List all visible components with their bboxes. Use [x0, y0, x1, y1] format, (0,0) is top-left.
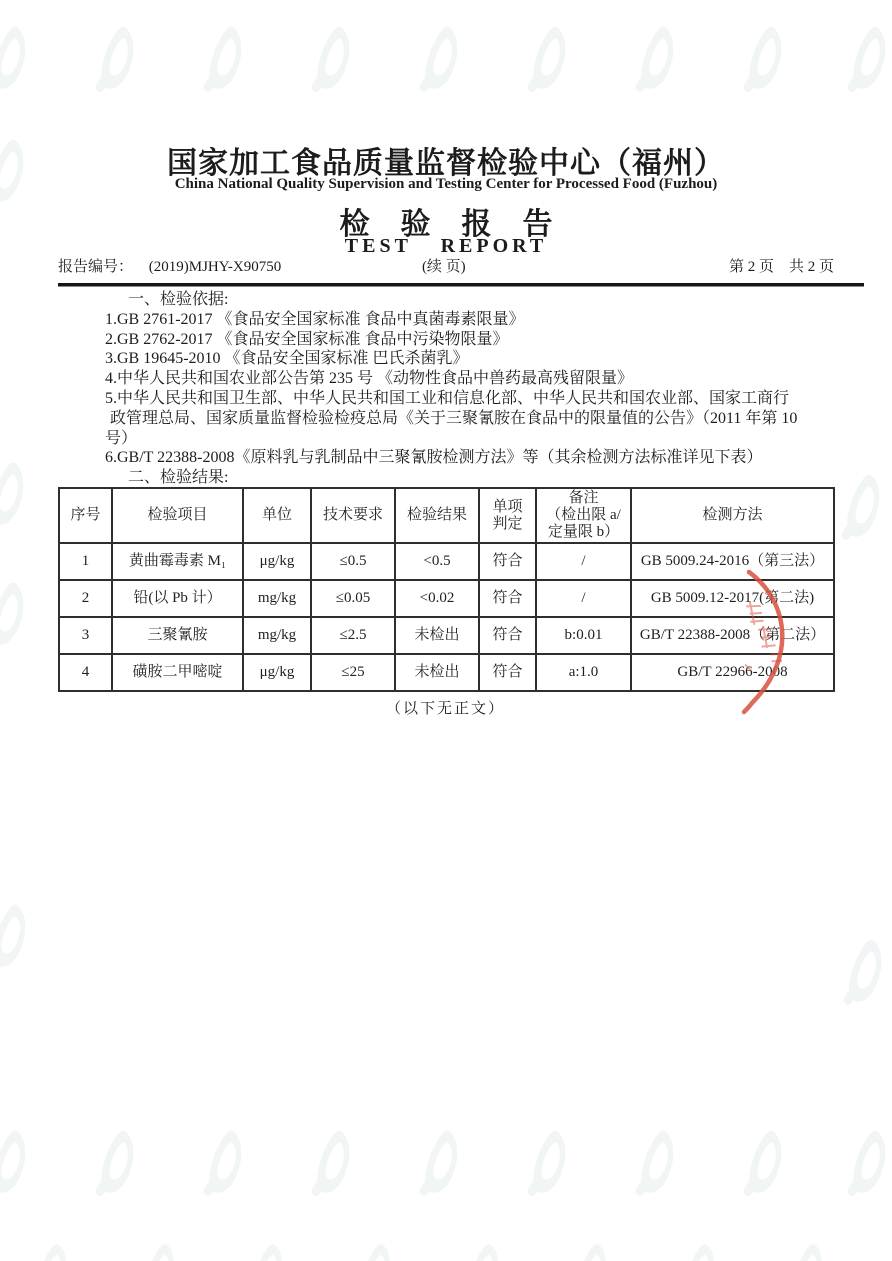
report-number-label: 报告编号： [58, 259, 134, 275]
col-header-remark-line3: 定量限 b） [547, 524, 620, 540]
basis-line: 6.GB/T 22388-2008《原料乳与乳制品中三聚氰胺检测方法》等（其余检测方法标准详见下表） [105, 449, 763, 467]
col-header-item: 检验项目 [112, 488, 243, 543]
report-title-english: TEST REPORT [344, 235, 548, 257]
report-number-group [58, 255, 281, 276]
cell-result: <0.02 [395, 580, 479, 617]
cell-judgement: 符合 [479, 580, 536, 617]
cell-judgement: 符合 [479, 654, 536, 691]
basis-line: 政管理总局、国家质量监督检验检疫总局《关于三聚氰胺在食品中的限量值的公告》（2011 年第 10 [110, 409, 798, 427]
cell-remark: a:1.0 [536, 654, 631, 691]
cell-unit: μg/kg [243, 654, 311, 691]
cell-judgement: 符合 [479, 543, 536, 580]
cell-result: 未检出 [395, 654, 479, 691]
cell-item: 铅(以 Pb 计） [112, 580, 243, 617]
col-header-judgement-line1: 单项 [492, 498, 523, 515]
cell-requirement: ≤0.05 [311, 580, 395, 617]
cell-requirement: ≤25 [311, 654, 395, 691]
cell-method: GB 5009.24-2016（第三法） [631, 543, 834, 580]
cell-unit: mg/kg [243, 617, 311, 654]
cell-remark: b:0.01 [536, 617, 631, 654]
report-title-chinese: 检验报告 [339, 208, 584, 241]
col-header-result: 检验结果 [395, 488, 479, 543]
cell-item: 黄曲霉毒素 M₁ [112, 543, 243, 580]
col-header-requirement: 技术要求 [311, 488, 395, 543]
cell-seq: 2 [59, 580, 112, 617]
basis-line: 3.GB 19645-2010 《食品安全国家标准 巴氏杀菌乳》 [105, 350, 469, 368]
cell-remark: / [536, 543, 631, 580]
report-body-text [105, 290, 825, 488]
cell-item: 磺胺二甲嘧啶 [112, 654, 243, 691]
col-header-seq: 序号 [59, 488, 112, 543]
cell-result: 未检出 [395, 617, 479, 654]
table-row [59, 580, 834, 617]
basis-line: 5.中华人民共和国卫生部、中华人民共和国工业和信息化部、中华人民共和国农业部、国家工商行 [105, 389, 790, 407]
cell-unit: μg/kg [243, 543, 311, 580]
col-header-remark-line1: 备注 [568, 490, 599, 506]
table-row [59, 654, 834, 691]
cell-seq: 3 [59, 617, 112, 654]
basis-line: 号） [105, 429, 138, 447]
table-row [59, 543, 834, 580]
cell-unit: mg/kg [243, 580, 311, 617]
cell-remark: / [536, 580, 631, 617]
end-of-text-note: （以下无正文） [385, 701, 505, 717]
cell-requirement: ≤2.5 [311, 617, 395, 654]
col-header-judgement [479, 488, 536, 543]
cell-method: GB/T 22966-2008 [631, 654, 834, 691]
col-header-method: 检测方法 [631, 488, 834, 543]
basis-line: 1.GB 2761-2017 《食品安全国家标准 食品中真菌毒素限量》 [105, 310, 525, 328]
cell-requirement: ≤0.5 [311, 543, 395, 580]
cell-judgement: 符合 [479, 617, 536, 654]
report-meta-row [58, 255, 834, 276]
basis-section-heading: 一、检验依据: [128, 291, 229, 308]
cell-seq: 1 [59, 543, 112, 580]
col-header-judgement-line2: 判定 [492, 515, 523, 532]
cell-seq: 4 [59, 654, 112, 691]
results-section-heading: 二、检验结果: [128, 469, 229, 487]
cell-item: 三聚氰胺 [112, 617, 243, 654]
basis-line: 2.GB 2762-2017 《食品安全国家标准 食品中污染物限量》 [105, 330, 509, 348]
report-number-value: (2019)MJHY-X90750 [148, 259, 282, 275]
table-row [59, 617, 834, 654]
page-indicator: 第 2 页 共 2 页 [728, 259, 834, 275]
cell-method: GB/T 22388-2008（第二法） [631, 617, 834, 654]
basis-line: 4.中华人民共和国农业部公告第 235 号 《动物性食品中兽药最高残留限量》 [105, 370, 634, 388]
center-name-english: China National Quality Supervision and Testing Center for Processed Food (Fuzhou) [174, 176, 718, 192]
continuation-note: (续 页) [421, 259, 466, 275]
table-header-row [59, 488, 834, 543]
cell-result: <0.5 [395, 543, 479, 580]
col-header-unit: 单位 [243, 488, 311, 543]
center-name-chinese: 国家加工食品质量监督检验中心（福州） [167, 147, 725, 180]
test-results-table [58, 487, 835, 692]
col-header-remark-line2: （检出限 a/ [546, 507, 621, 523]
header-divider-rule [58, 283, 864, 287]
col-header-remark [536, 488, 631, 543]
cell-method: GB 5009.12-2017(第二法) [631, 580, 834, 617]
